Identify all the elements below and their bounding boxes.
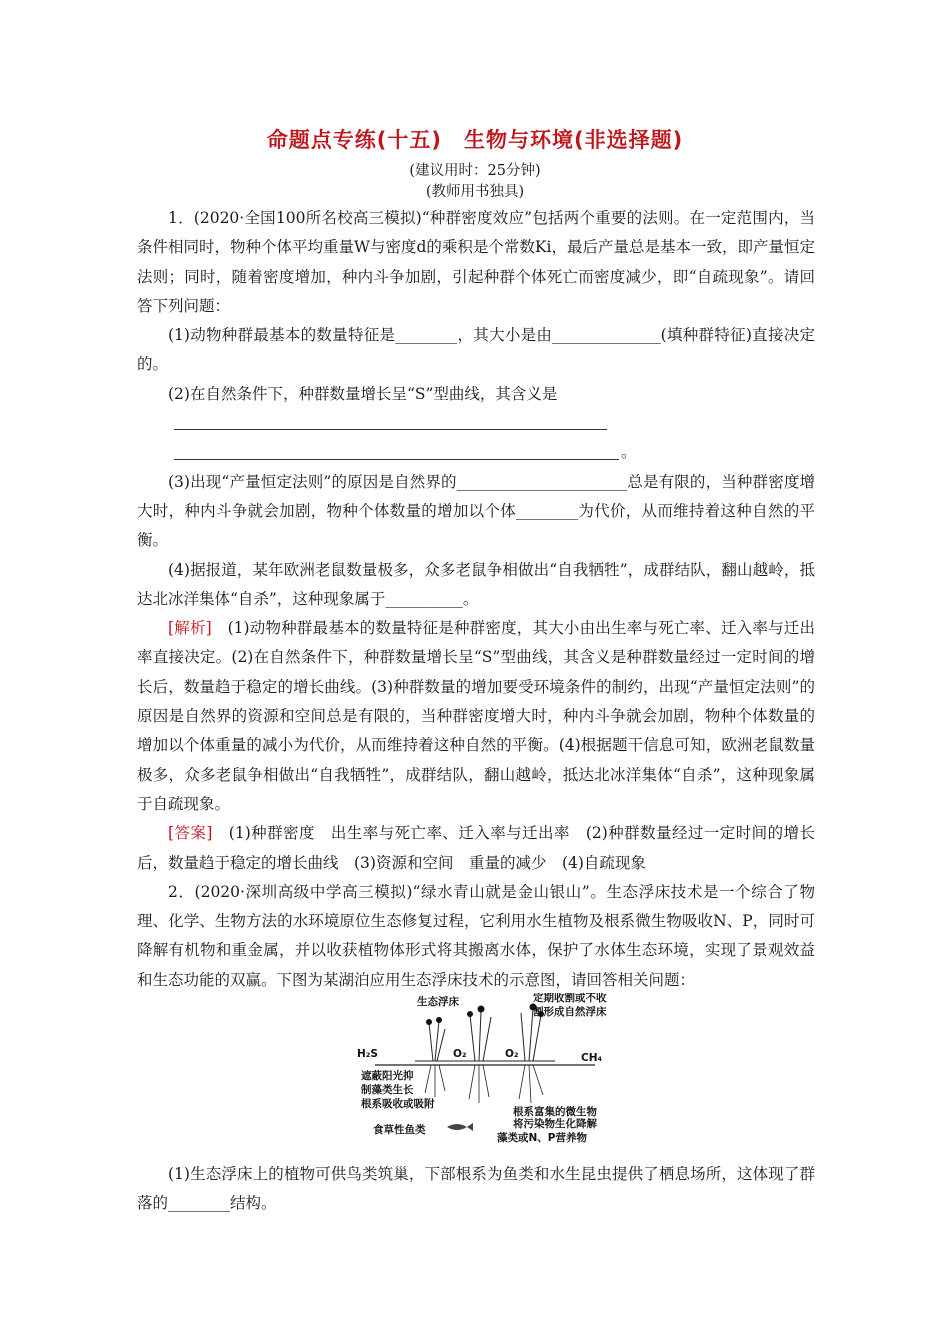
label-microbe-1: 根系富集的微生物: [513, 1106, 597, 1118]
analysis-tag: [解析]: [168, 619, 212, 638]
q1-sub1: (1)动物种群最基本的数量特征是________，其大小是由______________(填种群特征)直接决定的。: [137, 326, 815, 374]
label-h2s: H₂S: [357, 1048, 378, 1060]
answer-line-2[interactable]: [174, 438, 815, 467]
plants: [429, 1009, 541, 1061]
fish-shape: [447, 1123, 473, 1131]
label-ch4: CH₄: [581, 1052, 603, 1064]
label-harvest-2: 割形成自然浮床: [533, 1006, 607, 1018]
q2-continued: [137, 1160, 815, 1219]
q1-analysis: [137, 614, 815, 819]
q1-sub2: (2)在自然条件下，种群数量增长呈“S”型曲线，其含义是: [168, 384, 558, 403]
label-algae: 藻类或N、P营养物: [497, 1132, 587, 1143]
question-body: [137, 204, 815, 995]
label-shade-2: 制藻类生长: [361, 1084, 414, 1096]
line-end-mark: 。: [621, 443, 637, 462]
label-float-bed: 生态浮床: [417, 996, 459, 1008]
q2-sub1: (1)生态浮床上的植物可供鸟类筑巢，下部根系为鱼类和水生昆虫提供了栖息场所，这体现了群落的________结构。: [137, 1165, 815, 1213]
label-shade-1: 遮蔽阳光抑: [361, 1070, 414, 1082]
floating-bed-diagram: [355, 993, 635, 1143]
q1-answer: [137, 819, 815, 878]
analysis-text: (1)动物种群最基本的数量特征是种群密度，其大小由出生率与死亡率、迁入率与迁出率直接决定。(2)在自然条件下，种群数量增长呈“S”型曲线，其含义是种群数量经过一定时间的增长后，数量趋于稳定的增长曲线。(3)种群数量的增加要受环境条件的制约，出现“产量恒定法则”的原因是自然界的资源和空间总是有限的，当种群密度增大时，种内斗争就会加剧，物种个体数量的增加以个体重量的减小为代价，从而维持着这种自然的平衡。(4)根据题干信息可知，欧洲老鼠数量极多，众多老鼠争相做出“自我牺牲”，成群结队，翻山越岭，抵达北冰洋集体“自杀”，这种现象属于自疏现象。: [137, 619, 815, 813]
roots: [425, 1065, 543, 1103]
label-harvest-1: 定期收割或不收: [533, 993, 607, 1004]
answer-text: (1)种群密度 出生率与死亡率、迁入率与迁出率 (2)种群数量经过一定时间的增长后，数量趋于稳定的增长曲线 (3)资源和空间 重量的减少 (4)自疏现象: [137, 824, 815, 872]
q2-stem: 2．(2020·深圳高级中学高三模拟)“绿水青山就是金山银山”。生态浮床技术是一个综合了物理、化学、生物方法的水环境原位生态修复过程，它利用水生植物及根系微生物吸收N、P，同时可降解有机物和重金属，并以收获植物体形式将其搬离水体，保护了水体生态环境，实现了景观效益和生态功能的双赢。下图为某湖泊应用生态浮床技术的示意图，请回答相关问题：: [137, 882, 815, 989]
answer-tag: [答案]: [168, 824, 213, 843]
label-root-absorb: 根系吸收或吸附: [361, 1098, 435, 1110]
q1-sub3: (3)出现“产量恒定法则”的原因是自然界的______________________总是有限的，当种群密度增大时，种内斗争就会加剧，物种个体数量的增加以个体________为代价，从而维持着这种自然的平衡。: [137, 472, 815, 550]
label-microbe-2: 将污染物生化降解: [513, 1118, 597, 1130]
label-o2-b: O₂: [505, 1048, 519, 1060]
answer-line-1[interactable]: [174, 409, 815, 438]
page-title: 命题点专练(十五) 生物与环境(非选择题): [266, 128, 684, 152]
q1-stem: 1．(2020·全国100所名校高三模拟)“种群密度效应”包括两个重要的法则。在一定范围内，当条件相同时，物种个体平均重量W与密度d的乘积是个常数Ki，最后产量总是基本一致，即产量恒定法则；同时，随着密度增加，种内斗争加剧，引起种群个体死亡而密度减少，即“自疏现象”。请回答下列问题：: [137, 209, 815, 315]
suggested-time: (建议用时：25分钟): [409, 163, 541, 179]
teacher-note: (教师用书独具): [425, 184, 525, 200]
label-fish: 食草性鱼类: [373, 1124, 426, 1136]
label-o2-a: O₂: [453, 1048, 467, 1060]
q1-sub4: (4)据报道，某年欧洲老鼠数量极多，众多老鼠争相做出“自我牺牲”，成群结队，翻山越岭，抵达北冰洋集体“自杀”，这种现象属于__________。: [137, 560, 815, 608]
